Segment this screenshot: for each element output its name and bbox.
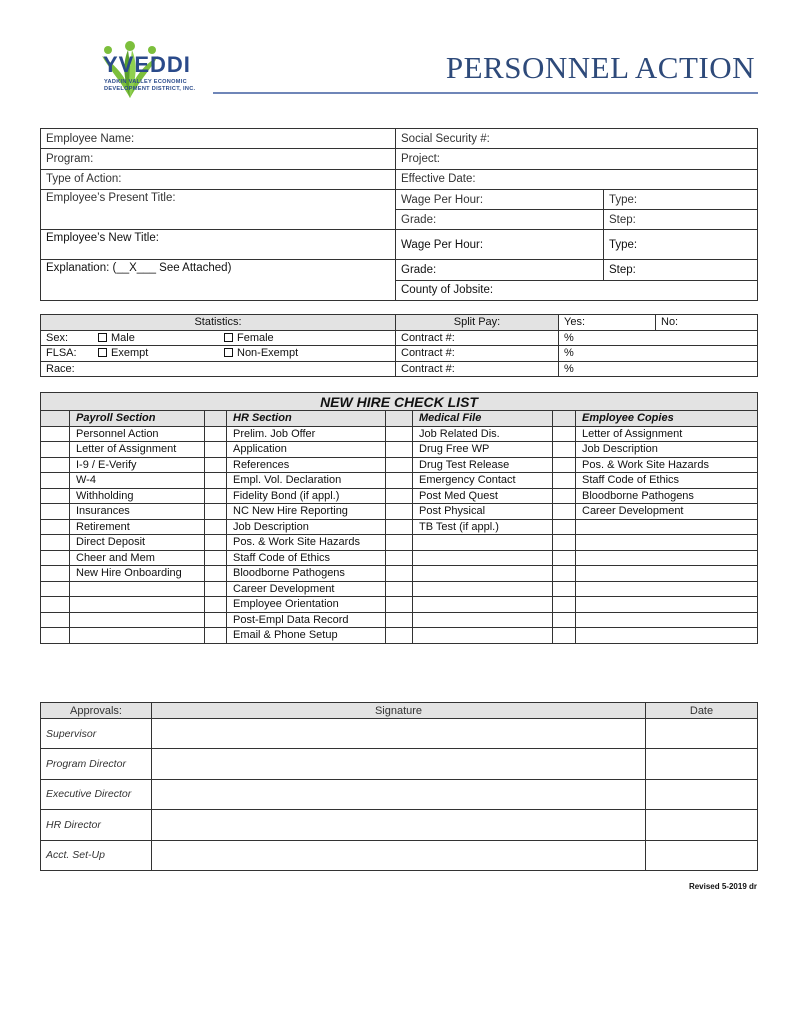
checklist-item bbox=[413, 628, 553, 644]
checklist-item: W-4 bbox=[70, 473, 205, 489]
checklist-checkbox[interactable] bbox=[41, 504, 70, 520]
signature-field[interactable] bbox=[152, 719, 646, 749]
checklist-item bbox=[413, 566, 553, 582]
checklist-checkbox[interactable] bbox=[553, 442, 576, 458]
step-field-1[interactable]: Step: bbox=[604, 210, 758, 230]
county-of-jobsite-field[interactable]: County of Jobsite: bbox=[396, 280, 758, 300]
checklist-checkbox[interactable] bbox=[41, 597, 70, 613]
checklist-checkbox[interactable] bbox=[386, 442, 413, 458]
checklist-checkbox[interactable] bbox=[205, 426, 227, 442]
non-exempt-option[interactable]: Non-Exempt bbox=[224, 347, 298, 359]
checklist-item: Empl. Vol. Declaration bbox=[227, 473, 386, 489]
percent-field-2[interactable]: % bbox=[559, 346, 758, 362]
checklist-checkbox[interactable] bbox=[205, 566, 227, 582]
checklist-checkbox[interactable] bbox=[205, 612, 227, 628]
checklist-item: Job Description bbox=[576, 442, 758, 458]
contract-field-2[interactable]: Contract #: bbox=[396, 346, 559, 362]
table-row bbox=[41, 457, 758, 473]
checklist-item: TB Test (if appl.) bbox=[413, 519, 553, 535]
male-option[interactable]: Male bbox=[98, 332, 224, 344]
statistics-header: Statistics: bbox=[41, 315, 396, 331]
check-box bbox=[205, 411, 227, 427]
checklist-checkbox[interactable] bbox=[386, 628, 413, 644]
checklist-checkbox[interactable] bbox=[41, 426, 70, 442]
table-row bbox=[41, 597, 758, 613]
checklist-checkbox[interactable] bbox=[205, 488, 227, 504]
checklist-item: New Hire Onboarding bbox=[70, 566, 205, 582]
checklist-item: Drug Free WP bbox=[413, 442, 553, 458]
checklist-checkbox[interactable] bbox=[41, 550, 70, 566]
checklist-checkbox[interactable] bbox=[553, 550, 576, 566]
checklist-item bbox=[576, 612, 758, 628]
checklist-item: Application bbox=[227, 442, 386, 458]
check-box bbox=[41, 411, 70, 427]
checklist-checkbox[interactable] bbox=[41, 566, 70, 582]
checklist-item: Withholding bbox=[70, 488, 205, 504]
employee-name-field[interactable]: Employee Name: bbox=[41, 129, 396, 149]
split-pay-header: Split Pay: bbox=[396, 315, 559, 331]
checklist-item: Pos. & Work Site Hazards bbox=[227, 535, 386, 551]
checklist-item bbox=[413, 581, 553, 597]
checklist-item: Staff Code of Ethics bbox=[227, 550, 386, 566]
checklist-checkbox[interactable] bbox=[205, 597, 227, 613]
checklist-item: Bloodborne Pathogens bbox=[227, 566, 386, 582]
explanation-field[interactable]: Explanation: (__X___ See Attached) bbox=[41, 260, 396, 301]
date-field[interactable] bbox=[646, 749, 758, 779]
checklist-checkbox[interactable] bbox=[205, 457, 227, 473]
checklist-item bbox=[576, 519, 758, 535]
flsa-label: FLSA: bbox=[46, 347, 77, 360]
approvals-header: Approvals: bbox=[41, 703, 152, 719]
checklist-item bbox=[576, 581, 758, 597]
checklist-checkbox[interactable] bbox=[386, 566, 413, 582]
checklist-checkbox[interactable] bbox=[386, 473, 413, 489]
table-row bbox=[41, 426, 758, 442]
checklist-checkbox[interactable] bbox=[386, 612, 413, 628]
checklist-item: Drug Test Release bbox=[413, 457, 553, 473]
checklist-item bbox=[576, 535, 758, 551]
checklist-item: Pos. & Work Site Hazards bbox=[576, 457, 758, 473]
type-of-action-field[interactable]: Type of Action: bbox=[41, 169, 396, 189]
checklist-item bbox=[413, 597, 553, 613]
checklist-item: Email & Phone Setup bbox=[227, 628, 386, 644]
logo-subtitle-line2: DEVELOPMENT DISTRICT, INC. bbox=[104, 86, 196, 92]
table-row bbox=[41, 519, 758, 535]
signature-field[interactable] bbox=[152, 840, 646, 870]
checklist-item: Post Physical bbox=[413, 504, 553, 520]
wage-per-hour-field-1[interactable]: Wage Per Hour: bbox=[396, 189, 604, 209]
checklist-item: Job Description bbox=[227, 519, 386, 535]
checklist-item bbox=[413, 535, 553, 551]
signature-field[interactable] bbox=[152, 749, 646, 779]
table-row bbox=[41, 628, 758, 644]
new-title-field[interactable]: Employee’s New Title: bbox=[41, 230, 396, 260]
checklist-checkbox[interactable] bbox=[41, 488, 70, 504]
checklist-item bbox=[413, 550, 553, 566]
statistics-table bbox=[40, 314, 758, 377]
grade-field-2[interactable]: Grade: bbox=[396, 260, 604, 280]
ssn-field[interactable]: Social Security #: bbox=[396, 129, 758, 149]
checklist-item: NC New Hire Reporting bbox=[227, 504, 386, 520]
logo-subtitle-line1: YADKIN VALLEY ECONOMIC bbox=[104, 79, 187, 85]
employee-info-table bbox=[40, 128, 758, 301]
checklist-item: Prelim. Job Offer bbox=[227, 426, 386, 442]
page-title: PERSONNEL ACTION bbox=[445, 50, 755, 85]
checklist-item bbox=[576, 550, 758, 566]
type-field-1[interactable]: Type: bbox=[604, 189, 758, 209]
checklist-checkbox[interactable] bbox=[553, 535, 576, 551]
date-field[interactable] bbox=[646, 779, 758, 809]
checklist-item: Letter of Assignment bbox=[70, 442, 205, 458]
checklist-checkbox[interactable] bbox=[386, 581, 413, 597]
checklist-item: Staff Code of Ethics bbox=[576, 473, 758, 489]
checklist-item: Career Development bbox=[576, 504, 758, 520]
checklist-checkbox[interactable] bbox=[553, 457, 576, 473]
table-row bbox=[41, 550, 758, 566]
checklist-checkbox[interactable] bbox=[41, 473, 70, 489]
checklist-checkbox[interactable] bbox=[386, 519, 413, 535]
checklist-checkbox[interactable] bbox=[553, 519, 576, 535]
checklist-checkbox[interactable] bbox=[386, 457, 413, 473]
signature-field[interactable] bbox=[152, 779, 646, 809]
wage-per-hour-field-2[interactable]: Wage Per Hour: bbox=[396, 230, 604, 260]
column-header: HR Section bbox=[227, 411, 386, 427]
checklist-checkbox[interactable] bbox=[553, 488, 576, 504]
date-field[interactable] bbox=[646, 810, 758, 840]
approver-role: Program Director bbox=[41, 749, 152, 779]
female-option[interactable]: Female bbox=[224, 332, 274, 344]
date-field[interactable] bbox=[646, 719, 758, 749]
checklist-item: Insurances bbox=[70, 504, 205, 520]
checklist-item bbox=[576, 597, 758, 613]
table-row bbox=[41, 566, 758, 582]
flsa-row bbox=[41, 346, 396, 362]
step-field-2[interactable]: Step: bbox=[604, 260, 758, 280]
table-row bbox=[41, 749, 758, 779]
column-header: Payroll Section bbox=[70, 411, 205, 427]
checklist-item: Post-Empl Data Record bbox=[227, 612, 386, 628]
table-row bbox=[41, 473, 758, 489]
signature-field[interactable] bbox=[152, 810, 646, 840]
checklist-checkbox[interactable] bbox=[386, 550, 413, 566]
checklist-item: Letter of Assignment bbox=[576, 426, 758, 442]
project-field[interactable]: Project: bbox=[396, 149, 758, 169]
checklist-checkbox[interactable] bbox=[41, 519, 70, 535]
table-row bbox=[41, 810, 758, 840]
checklist-checkbox[interactable] bbox=[41, 457, 70, 473]
type-field-2[interactable]: Type: bbox=[604, 230, 758, 260]
checklist-item bbox=[413, 612, 553, 628]
checklist-item bbox=[70, 581, 205, 597]
checklist-item: Cheer and Mem bbox=[70, 550, 205, 566]
checklist-checkbox[interactable] bbox=[205, 504, 227, 520]
checklist-checkbox[interactable] bbox=[386, 504, 413, 520]
checklist-item: Post Med Quest bbox=[413, 488, 553, 504]
checklist-checkbox[interactable] bbox=[41, 442, 70, 458]
checklist-checkbox[interactable] bbox=[205, 581, 227, 597]
checklist-item bbox=[70, 612, 205, 628]
checklist-item: Bloodborne Pathogens bbox=[576, 488, 758, 504]
new-hire-checklist bbox=[40, 392, 758, 644]
logo-name: YVEDDI bbox=[103, 52, 191, 77]
effective-date-field[interactable]: Effective Date: bbox=[396, 169, 758, 189]
checklist-item: Career Development bbox=[227, 581, 386, 597]
contract-field-3[interactable]: Contract #: bbox=[396, 361, 559, 377]
table-row bbox=[41, 779, 758, 809]
date-header: Date bbox=[646, 703, 758, 719]
contract-field-1[interactable]: Contract #: bbox=[396, 330, 559, 346]
exempt-option[interactable]: Exempt bbox=[98, 347, 224, 359]
table-row bbox=[41, 442, 758, 458]
checklist-checkbox[interactable] bbox=[386, 535, 413, 551]
check-box bbox=[386, 411, 413, 427]
checkbox-icon[interactable] bbox=[224, 333, 233, 342]
table-row bbox=[41, 488, 758, 504]
checklist-item: Fidelity Bond (if appl.) bbox=[227, 488, 386, 504]
approver-role: Executive Director bbox=[41, 779, 152, 809]
checklist-item bbox=[576, 628, 758, 644]
sex-row bbox=[41, 330, 396, 346]
approvals-table bbox=[40, 702, 758, 871]
checklist-item bbox=[576, 566, 758, 582]
checklist-checkbox[interactable] bbox=[41, 612, 70, 628]
checklist-item: Employee Orientation bbox=[227, 597, 386, 613]
checklist-item: Direct Deposit bbox=[70, 535, 205, 551]
checklist-checkbox[interactable] bbox=[205, 473, 227, 489]
table-row bbox=[41, 535, 758, 551]
checklist-item bbox=[70, 628, 205, 644]
checklist-checkbox[interactable] bbox=[386, 488, 413, 504]
approver-role: HR Director bbox=[41, 810, 152, 840]
checkbox-icon[interactable] bbox=[224, 348, 233, 357]
table-row bbox=[41, 719, 758, 749]
checklist-item: Retirement bbox=[70, 519, 205, 535]
checklist-checkbox[interactable] bbox=[205, 442, 227, 458]
checklist-item bbox=[70, 597, 205, 613]
checklist-item: I-9 / E-Verify bbox=[70, 457, 205, 473]
present-title-field[interactable]: Employee’s Present Title: bbox=[41, 189, 396, 230]
table-row bbox=[41, 612, 758, 628]
checklist-checkbox[interactable] bbox=[553, 628, 576, 644]
checklist-checkbox[interactable] bbox=[386, 597, 413, 613]
approver-role: Supervisor bbox=[41, 719, 152, 749]
checklist-item: Personnel Action bbox=[70, 426, 205, 442]
checklist-title: NEW HIRE CHECK LIST bbox=[41, 393, 758, 411]
checklist-checkbox[interactable] bbox=[205, 535, 227, 551]
date-field[interactable] bbox=[646, 840, 758, 870]
program-field[interactable]: Program: bbox=[41, 149, 396, 169]
check-box bbox=[553, 411, 576, 427]
checklist-checkbox[interactable] bbox=[553, 612, 576, 628]
checklist-checkbox[interactable] bbox=[205, 628, 227, 644]
split-pay-no[interactable]: No: bbox=[656, 315, 758, 331]
checklist-checkbox[interactable] bbox=[41, 535, 70, 551]
checklist-checkbox[interactable] bbox=[41, 581, 70, 597]
checkbox-icon[interactable] bbox=[98, 333, 107, 342]
checklist-checkbox[interactable] bbox=[553, 566, 576, 582]
sex-label: Sex: bbox=[46, 331, 69, 344]
checkbox-icon[interactable] bbox=[98, 348, 107, 357]
column-header: Employee Copies bbox=[576, 411, 758, 427]
checklist-checkbox[interactable] bbox=[553, 581, 576, 597]
percent-field-3[interactable]: % bbox=[559, 361, 758, 377]
checklist-item: Emergency Contact bbox=[413, 473, 553, 489]
race-field[interactable]: Race: bbox=[41, 361, 396, 377]
checklist-item: References bbox=[227, 457, 386, 473]
title-divider bbox=[213, 92, 758, 94]
checklist-checkbox[interactable] bbox=[553, 426, 576, 442]
checklist-item: Job Related Dis. bbox=[413, 426, 553, 442]
column-header: Medical File bbox=[413, 411, 553, 427]
table-row bbox=[41, 581, 758, 597]
revision-note: Revised 5-2019 dr bbox=[688, 882, 757, 891]
grade-field-1[interactable]: Grade: bbox=[396, 210, 604, 230]
approver-role: Acct. Set-Up bbox=[41, 840, 152, 870]
checklist-checkbox[interactable] bbox=[553, 504, 576, 520]
checklist-checkbox[interactable] bbox=[553, 473, 576, 489]
checklist-checkbox[interactable] bbox=[553, 597, 576, 613]
split-pay-yes[interactable]: Yes: bbox=[559, 315, 656, 331]
checklist-checkbox[interactable] bbox=[205, 519, 227, 535]
table-row bbox=[41, 504, 758, 520]
checklist-checkbox[interactable] bbox=[205, 550, 227, 566]
signature-header: Signature bbox=[152, 703, 646, 719]
checklist-checkbox[interactable] bbox=[41, 628, 70, 644]
percent-field-1[interactable]: % bbox=[559, 330, 758, 346]
table-row bbox=[41, 840, 758, 870]
checklist-checkbox[interactable] bbox=[386, 426, 413, 442]
